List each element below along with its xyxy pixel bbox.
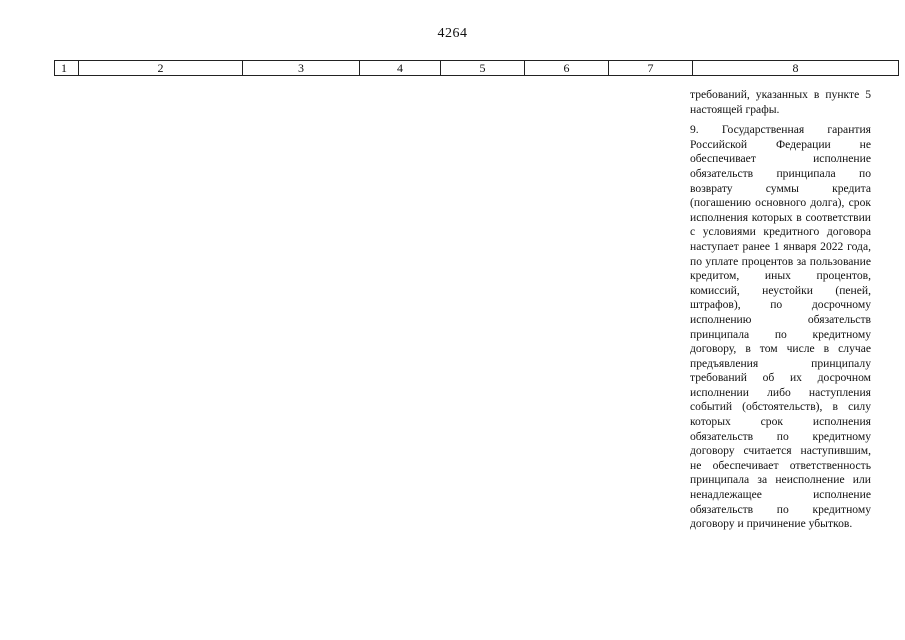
column-number-3: 3 bbox=[243, 61, 360, 76]
column-number-1: 1 bbox=[55, 61, 79, 76]
column-8-text bbox=[690, 88, 871, 538]
column-number-2: 2 bbox=[79, 61, 243, 76]
column-number-5: 5 bbox=[441, 61, 525, 76]
page-number: 4264 bbox=[437, 26, 468, 41]
column-number-6: 6 bbox=[525, 61, 609, 76]
column-number-8: 8 bbox=[693, 61, 899, 76]
column-number-header bbox=[54, 60, 899, 76]
header-row bbox=[55, 61, 899, 76]
paragraph-item-9: 9. Государственная гарантия Российской Федерации не обеспечивает исполнение обязательств принципала по возврату суммы кредита (погашению основного долга), срок исполнения которых в соответствии с условиями кредитного договора наступает ранее 1 января 2022 года, по уплате процентов за пользование кредитом, иных процентов, комиссий, неустойки (пеней, штрафов), по досрочному исполнению обязательств принципала по кредитному договору, в том числе в случае предъявления принципалу требований об их досрочном исполнении либо наступления событий (обстоятельств), в силу которых срок исполнения обязательств по кредитному договору считается наступившим, не обеспечивает ответственность принципала за неисполнение или ненадлежащее исполнение обязательств по кредитному договору и причинение убытков. bbox=[690, 123, 871, 531]
column-number-7: 7 bbox=[609, 61, 693, 76]
column-number-4: 4 bbox=[360, 61, 441, 76]
paragraph-continuation: требований, указанных в пункте 5 настоящей графы. bbox=[690, 88, 871, 116]
